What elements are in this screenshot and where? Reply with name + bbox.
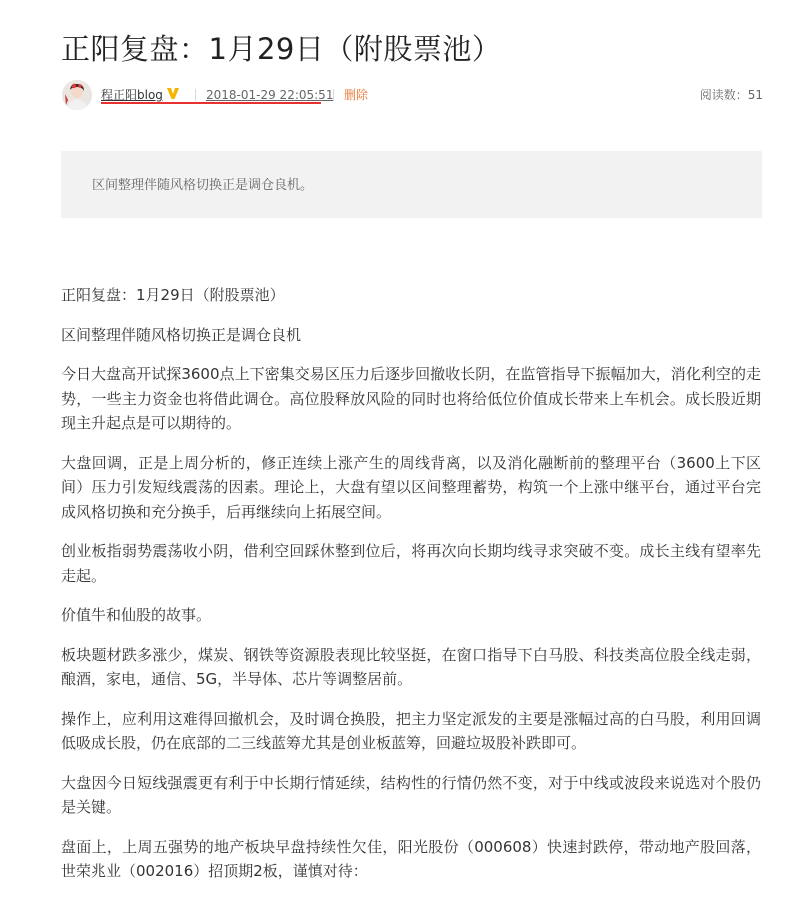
vip-badge-icon — [165, 85, 181, 101]
meta-separator — [333, 89, 334, 101]
avatar-icon — [62, 80, 92, 110]
article-paragraph: 区间整理伴随风格切换正是调仓良机 — [61, 325, 302, 344]
article-paragraph: 价值牛和仙股的故事。 — [61, 606, 212, 624]
post-meta-bar — [61, 80, 763, 110]
article-paragraph: 大盘因今日短线强震更有利于中长期行情延续，结构性的行情仍然不变，对于中线或波段来说选对个股仍是关键。 — [61, 773, 761, 816]
article-paragraph: 操作上，应利用这难得回撤机会，及时调仓换股，把主力坚定派发的主要是涨幅过高的白马股，利用回调低吸成长股，仍在底部的二三线蓝筹尤其是创业板蓝筹，回避垃圾股补跌即可。 — [61, 709, 761, 752]
read-count: 阅读数：51 — [699, 88, 763, 102]
post-datetime[interactable]: 2018-01-29 22:05:51 — [206, 88, 334, 102]
post-summary-text: 区间整理伴随风格切换正是调仓良机。 — [92, 178, 314, 193]
article-paragraph: 板块题材跌多涨少，煤炭、钢铁等资源股表现比较坚挺，在窗口指导下白马股、科技类高位股全线走弱，酿酒，家电，通信、5G，半导体、芯片等调整居前。 — [61, 645, 761, 688]
article-paragraph: 大盘回调，正是上周分析的，修正连续上涨产生的周线背离，以及消化融断前的整理平台（3600上下区间）压力引发短线震荡的因素。理论上，大盘有望以区间整理蓄势，构筑一个上涨中继平台，通过平台完成风格切换和充分换手，后再继续向上拓展空间。 — [61, 453, 761, 521]
author-avatar[interactable] — [62, 80, 92, 110]
article-body — [61, 283, 761, 899]
red-underline — [101, 102, 321, 104]
post-title: 正阳复盘：1月29日（附股票池） — [61, 32, 502, 66]
article-paragraph: 盘面上，上周五强势的地产板块早盘持续性欠佳，阳光股份（000608）快速封跌停，带动地产股回落，世荣兆业（002016）招顶期2板，谨慎对待： — [61, 837, 761, 880]
delete-button[interactable]: 删除 — [344, 88, 369, 102]
article-paragraph: 正阳复盘：1月29日（附股票池） — [61, 286, 285, 304]
post-summary-box — [61, 151, 762, 218]
article-paragraph: 创业板指弱势震荡收小阴，借利空回踩休整到位后，将再次向长期均线寻求突破不变。成长主线有望率先走起。 — [61, 542, 761, 585]
meta-separator — [195, 89, 196, 101]
author-link[interactable]: 程正阳blog — [101, 88, 163, 102]
article-paragraph: 今日大盘高开试探3600点上下密集交易区压力后逐步回撤收长阴，在监管指导下振幅加大，消化利空的走势，一些主力资金也将借此调仓。高位股释放风险的同时也将给低位价值成长带来上车机会。成长股近期现主升起点是可以期待的。 — [61, 365, 761, 432]
